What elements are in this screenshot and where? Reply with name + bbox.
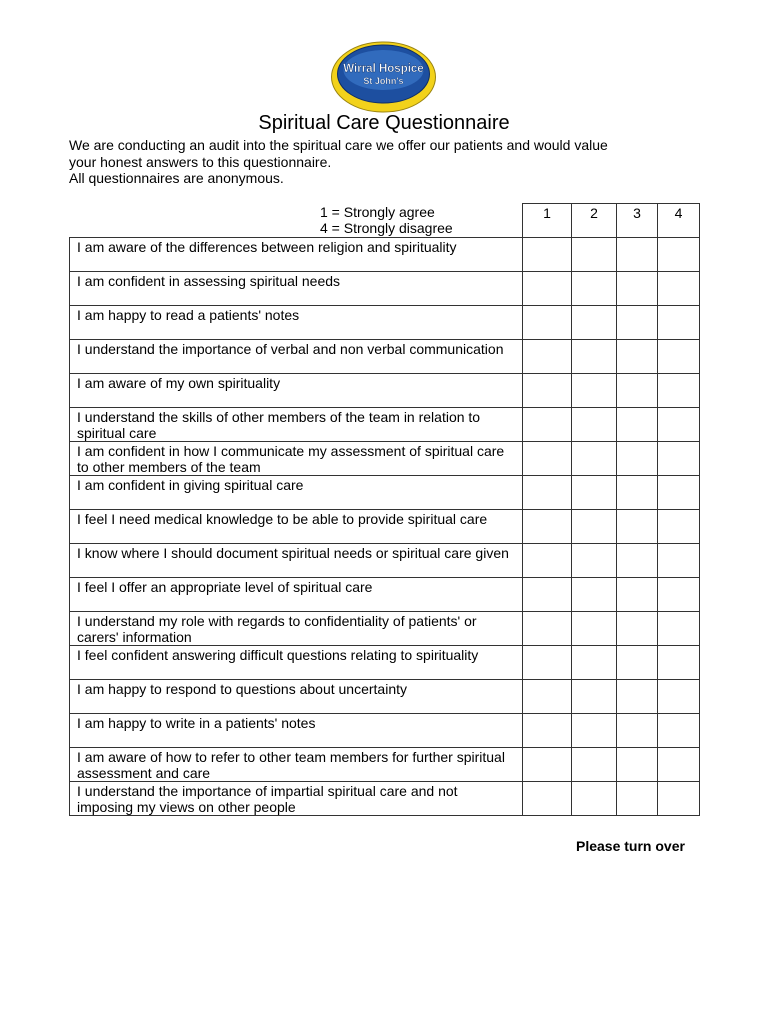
question-row	[70, 544, 700, 578]
rating-cell-1[interactable]	[523, 578, 572, 612]
rating-cell-1[interactable]	[523, 646, 572, 680]
rating-cell-3[interactable]	[617, 340, 658, 374]
rating-cell-2[interactable]	[572, 374, 617, 408]
question-row	[70, 612, 700, 646]
rating-cell-4[interactable]	[658, 442, 700, 476]
rating-cell-3[interactable]	[617, 272, 658, 306]
rating-cell-2[interactable]	[572, 578, 617, 612]
rating-cell-3[interactable]	[617, 374, 658, 408]
rating-cell-1[interactable]	[523, 782, 572, 816]
question-row	[70, 340, 700, 374]
rating-cell-4[interactable]	[658, 782, 700, 816]
rating-cell-2[interactable]	[572, 782, 617, 816]
rating-cell-4[interactable]	[658, 680, 700, 714]
rating-cell-1[interactable]	[523, 374, 572, 408]
rating-cell-1[interactable]	[523, 306, 572, 340]
rating-cell-4[interactable]	[658, 578, 700, 612]
rating-cell-3[interactable]	[617, 306, 658, 340]
rating-cell-3[interactable]	[617, 714, 658, 748]
intro-line: We are conducting an audit into the spiritual care we offer our patients and would value	[69, 137, 608, 153]
question-text: I am confident in how I communicate my assessment of spiritual care to other members of the team	[70, 442, 523, 476]
question-text: I understand my role with regards to confidentiality of patients' or carers' information	[70, 612, 523, 646]
rating-cell-3[interactable]	[617, 544, 658, 578]
question-text: I am aware of my own spirituality	[70, 374, 523, 408]
rating-cell-4[interactable]	[658, 476, 700, 510]
question-text: I am happy to read a patients' notes	[70, 306, 523, 340]
rating-cell-4[interactable]	[658, 748, 700, 782]
question-row	[70, 476, 700, 510]
question-row	[70, 306, 700, 340]
rating-cell-2[interactable]	[572, 544, 617, 578]
rating-cell-4[interactable]	[658, 544, 700, 578]
rating-cell-4[interactable]	[658, 612, 700, 646]
question-text: I feel I offer an appropriate level of spiritual care	[70, 578, 523, 612]
rating-cell-3[interactable]	[617, 238, 658, 272]
rating-cell-4[interactable]	[658, 340, 700, 374]
question-text: I understand the skills of other members of the team in relation to spiritual care	[70, 408, 523, 442]
rating-cell-1[interactable]	[523, 612, 572, 646]
rating-cell-2[interactable]	[572, 408, 617, 442]
rating-cell-4[interactable]	[658, 238, 700, 272]
question-row	[70, 272, 700, 306]
rating-cell-2[interactable]	[572, 714, 617, 748]
rating-cell-2[interactable]	[572, 306, 617, 340]
rating-cell-1[interactable]	[523, 476, 572, 510]
question-row	[70, 578, 700, 612]
header-blank-cell	[70, 204, 523, 238]
rating-cell-3[interactable]	[617, 612, 658, 646]
intro-text	[69, 137, 709, 187]
question-row	[70, 748, 700, 782]
rating-cell-1[interactable]	[523, 714, 572, 748]
rating-cell-3[interactable]	[617, 510, 658, 544]
intro-line: All questionnaires are anonymous.	[69, 170, 284, 186]
page-title: Spiritual Care Questionnaire	[258, 112, 510, 134]
rating-cell-4[interactable]	[658, 306, 700, 340]
question-text: I am happy to respond to questions about uncertainty	[70, 680, 523, 714]
rating-cell-1[interactable]	[523, 238, 572, 272]
question-row	[70, 238, 700, 272]
svg-text:St John's: St John's	[363, 76, 404, 86]
rating-cell-2[interactable]	[572, 340, 617, 374]
question-text: I feel confident answering difficult questions relating to spirituality	[70, 646, 523, 680]
rating-cell-2[interactable]	[572, 748, 617, 782]
question-text: I am aware of how to refer to other team members for further spiritual assessment and care	[70, 748, 523, 782]
rating-cell-3[interactable]	[617, 442, 658, 476]
column-header-3: 3	[617, 204, 658, 238]
question-row	[70, 714, 700, 748]
header-row	[70, 204, 700, 238]
question-row	[70, 782, 700, 816]
rating-cell-3[interactable]	[617, 578, 658, 612]
svg-text:Wirral Hospice: Wirral Hospice	[343, 63, 424, 75]
please-turn-over: Please turn over	[576, 838, 685, 854]
question-row	[70, 646, 700, 680]
rating-cell-1[interactable]	[523, 680, 572, 714]
rating-cell-1[interactable]	[523, 408, 572, 442]
rating-cell-2[interactable]	[572, 612, 617, 646]
rating-cell-1[interactable]	[523, 748, 572, 782]
scale-agree: 1 = Strongly agree	[320, 204, 435, 220]
question-row	[70, 680, 700, 714]
column-header-1: 1	[523, 204, 572, 238]
rating-cell-3[interactable]	[617, 680, 658, 714]
question-row	[70, 408, 700, 442]
rating-cell-2[interactable]	[572, 238, 617, 272]
question-text: I am happy to write in a patients' notes	[70, 714, 523, 748]
question-text: I know where I should document spiritual needs or spiritual care given	[70, 544, 523, 578]
rating-cell-1[interactable]	[523, 340, 572, 374]
question-text: I am aware of the differences between religion and spirituality	[70, 238, 523, 272]
column-header-4: 4	[658, 204, 700, 238]
rating-cell-4[interactable]	[658, 714, 700, 748]
rating-cell-1[interactable]	[523, 510, 572, 544]
rating-cell-3[interactable]	[617, 748, 658, 782]
rating-cell-3[interactable]	[617, 408, 658, 442]
question-row	[70, 442, 700, 476]
rating-cell-2[interactable]	[572, 442, 617, 476]
rating-cell-4[interactable]	[658, 408, 700, 442]
questionnaire-table	[69, 203, 700, 816]
question-text: I understand the importance of impartial spiritual care and not imposing my views on other people	[70, 782, 523, 816]
rating-cell-2[interactable]	[572, 272, 617, 306]
question-text: I feel I need medical knowledge to be able to provide spiritual care	[70, 510, 523, 544]
intro-line: your honest answers to this questionnaire.	[69, 153, 332, 170]
rating-cell-2[interactable]	[572, 646, 617, 680]
question-text: I am confident in assessing spiritual needs	[70, 272, 523, 306]
rating-cell-3[interactable]	[617, 782, 658, 816]
rating-cell-2[interactable]	[572, 476, 617, 510]
rating-cell-1[interactable]	[523, 544, 572, 578]
rating-cell-1[interactable]	[523, 442, 572, 476]
rating-cell-4[interactable]	[658, 374, 700, 408]
rating-cell-1[interactable]	[523, 272, 572, 306]
rating-cell-3[interactable]	[617, 646, 658, 680]
column-header-2: 2	[572, 204, 617, 238]
wirral-hospice-logo	[330, 40, 437, 113]
question-text: I understand the importance of verbal and non verbal communication	[70, 340, 523, 374]
rating-cell-4[interactable]	[658, 272, 700, 306]
rating-cell-4[interactable]	[658, 646, 700, 680]
rating-cell-2[interactable]	[572, 510, 617, 544]
question-text: I am confident in giving spiritual care	[70, 476, 523, 510]
scale-disagree: 4 = Strongly disagree	[320, 220, 453, 236]
rating-cell-2[interactable]	[572, 680, 617, 714]
question-row	[70, 510, 700, 544]
rating-cell-4[interactable]	[658, 510, 700, 544]
question-row	[70, 374, 700, 408]
rating-cell-3[interactable]	[617, 476, 658, 510]
